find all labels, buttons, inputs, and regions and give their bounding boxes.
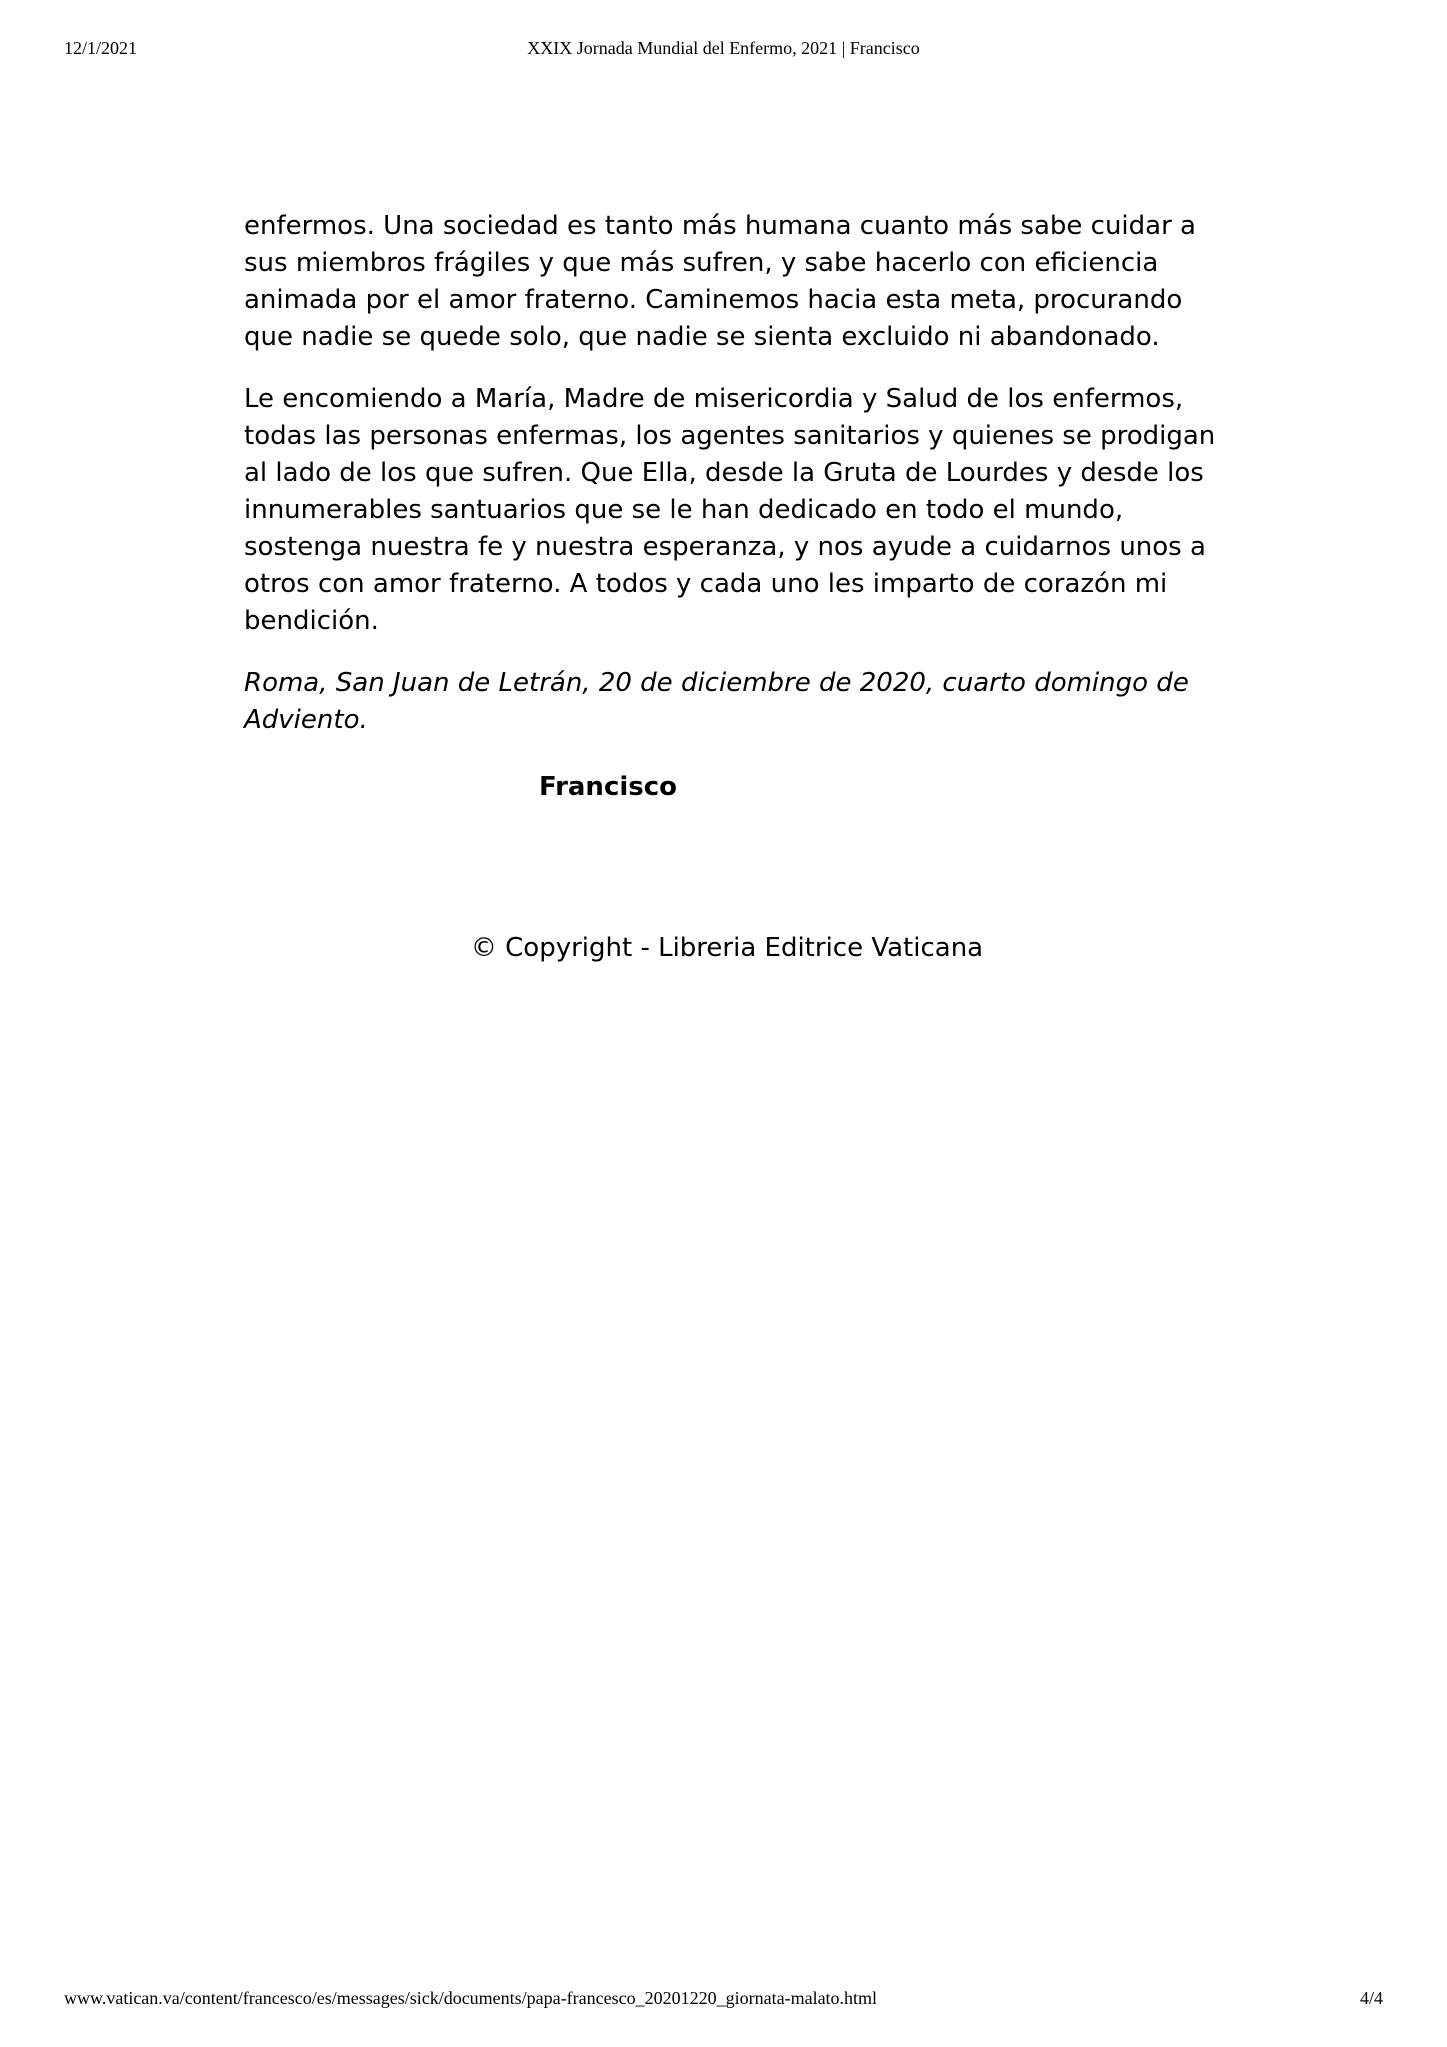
page-number: 4/4	[1359, 1988, 1383, 2008]
document-body	[244, 208, 1224, 831]
signature: Francisco	[538, 772, 678, 802]
print-footer	[64, 1986, 1383, 2010]
print-url: www.vatican.va/content/francesco/es/messages/sick/documents/papa-francesco_20201220_giornata-malato.html	[64, 1988, 878, 2008]
print-header	[64, 36, 1383, 60]
copyright-notice: © Copyright - Libreria Editrice Vaticana	[470, 933, 984, 963]
place-and-date: Roma, San Juan de Letrán, 20 de diciembre de 2020, cuarto domingo de Adviento.	[244, 668, 1189, 735]
body-paragraph: Le encomiendo a María, Madre de misericordia y Salud de los enfermos, todas las personas enfermas, los agentes sanitarios y quienes se prodigan al lado de los que sufren. Que Ella, desde la Gruta de Lourdes y desde los innumerables santuarios que se le han dedicado en todo el mundo, sostenga nuestra fe y nuestra esperanza, y nos ayude a cuidarnos unos a otros con amor fraterno. A todos y cada uno les imparto de corazón mi bendición.	[244, 384, 1216, 636]
print-date: 12/1/2021	[64, 38, 138, 58]
print-document-title: XXIX Jornada Mundial del Enfermo, 2021 | Francisco	[527, 38, 920, 58]
body-paragraph: enfermos. Una sociedad es tanto más humana cuanto más sabe cuidar a sus miembros frágiles y que más sufren, y sabe hacerlo con eficiencia animada por el amor fraterno. Caminemos hacia esta meta, procurando que nadie se quede solo, que nadie se sienta excluido ni abandonado.	[244, 211, 1196, 352]
